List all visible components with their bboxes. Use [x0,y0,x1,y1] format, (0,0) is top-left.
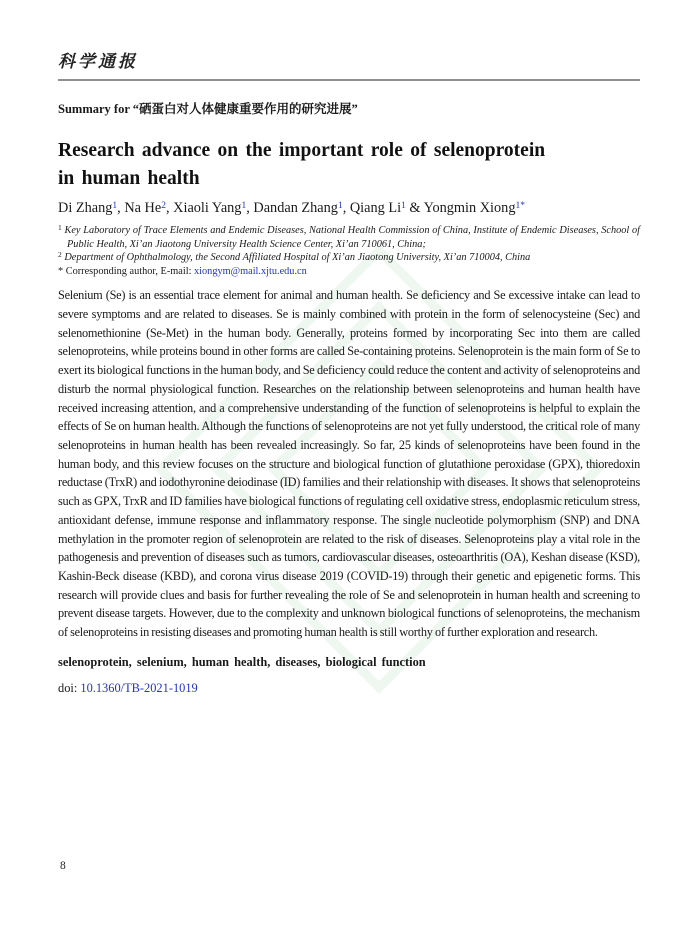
title-line-2: in human health [58,168,200,189]
content-column [58,52,640,696]
corresponding-email-link[interactable]: xiongym@mail.xjtu.edu.cn [194,265,307,277]
author-name: Dandan Zhang [253,200,338,216]
author-separator: , [117,200,125,216]
author-separator: , [246,200,254,216]
author-name: Yongmin Xiong [423,200,516,216]
doi-label: doi: [58,680,81,695]
affiliation-item [58,251,640,265]
doi-link[interactable]: 10.1360/TB-2021-1019 [80,680,198,695]
author-name: Qiang Li [349,200,402,216]
author-affiliation-superscript: 1* [515,200,525,211]
author-separator: , [165,200,174,216]
affiliation-number: 1 [58,223,62,232]
summary-heading: Summary for “硒蛋白对人体健康重要作用的研究进展” [58,102,358,116]
keywords-line: selenoprotein, selenium, human health, diseases, biological function [58,654,426,669]
title-line-1: Research advance on the important role of selenoprotein [58,140,546,161]
author-name: Xiaoli Yang [173,200,242,216]
corresponding-label: Corresponding author, E-mail: [65,265,195,277]
author-name: Na He [124,200,162,216]
author-affiliation-superscript: 1 [241,200,247,211]
affiliation-text: Key Laboratory of Trace Elements and Endemic Diseases, National Health Commission of China, Institute of Endemic Diseases, School of Public Health, Xi’an Jiaotong University Health Science Center, Xi’an 710061, China; [64,225,640,250]
authors-line [58,198,640,219]
doi-line [58,680,640,696]
affiliation-number: 2 [58,250,62,260]
page-title [58,137,640,193]
author-affiliation-superscript: 1 [337,200,343,211]
abstract-text: Selenium (Se) is an essential trace element for animal and human health. Se deficiency and Se excessive intake can lead to severe symptoms and are related to diseases. Se is mainly combined with protein in the form of selenocysteine (Sec) and selenomethionine (Se-Met) in the human body. Generally, proteins formed by incorporating Sec into them are called selenoproteins, while proteins bound in other forms are called Se-containing proteins. Selenoprotein is the main form of Se to exert its biological functions in the human body, and Se deficiency could reduce the content and activity of selenoproteins and disturb the normal physiological function. Researches on the relationship between selenoproteins and human health have received increasing attention, and a comprehensive understanding of the function of selenoproteins is helpful to explain the effects of Se on human health. Although the functions of selenoproteins are not yet fully understood, the critical role of many selenoproteins in human health has been revealed increasingly. So far, 25 kinds of selenoproteins have been found in the human body, and this review focuses on the structure and biological function of glutathione peroxidase (GPX), thioredoxin reductase (TrxR) and iodothyronine deiodinase (ID) families and their relationship with diseases. It shows that selenoproteins such as GPX, TrxR and ID families have biological functions of regulating cell oxidative stress, endoplasmic reticulum stress, antioxidant defense, immune response and inflammatory response. The single nucleotide polymorphism (SNP) and DNA methylation in the promoter region of selenoprotein are related to the risk of diseases. Selenoproteins play a vital role in the pathogenesis and prevention of diseases such as tumors, cardiovascular diseases, osteoarthritis (OA), Keshan disease (KSD), Kashin-Beck disease (KBD), and corona virus disease 2019 (COVID-19) through their genetic and epigenetic forms. This research will provide clues and basis for further revealing the role of Se and selenoprotein in human health and screening to prevent disease targets. However, due to the complexity and unknown biological functions of selenoproteins, the mechanism of selenoproteins in resisting diseases and promoting human health is still worthy of further exploration and research. [58,288,640,640]
author-affiliation-superscript: 2 [161,200,166,211]
author-affiliation-superscript: 1 [112,200,118,211]
author-separator: & [405,200,424,216]
journal-logo: 科学通报 [58,52,138,72]
header-rule [58,79,640,81]
corresponding-author-line [58,265,640,279]
page-number: 8 [60,860,66,872]
corresponding-marker: * [58,265,64,277]
author-affiliation-superscript: 1 [401,200,406,211]
affiliations-block [58,224,640,278]
author-name: Di Zhang [58,200,113,216]
affiliation-text: Department of Ophthalmology, the Second Affiliated Hospital of Xi’an Jiaotong University, Xi’an 710004, China [64,252,531,264]
affiliation-item [58,224,640,251]
author-separator: , [342,200,350,216]
